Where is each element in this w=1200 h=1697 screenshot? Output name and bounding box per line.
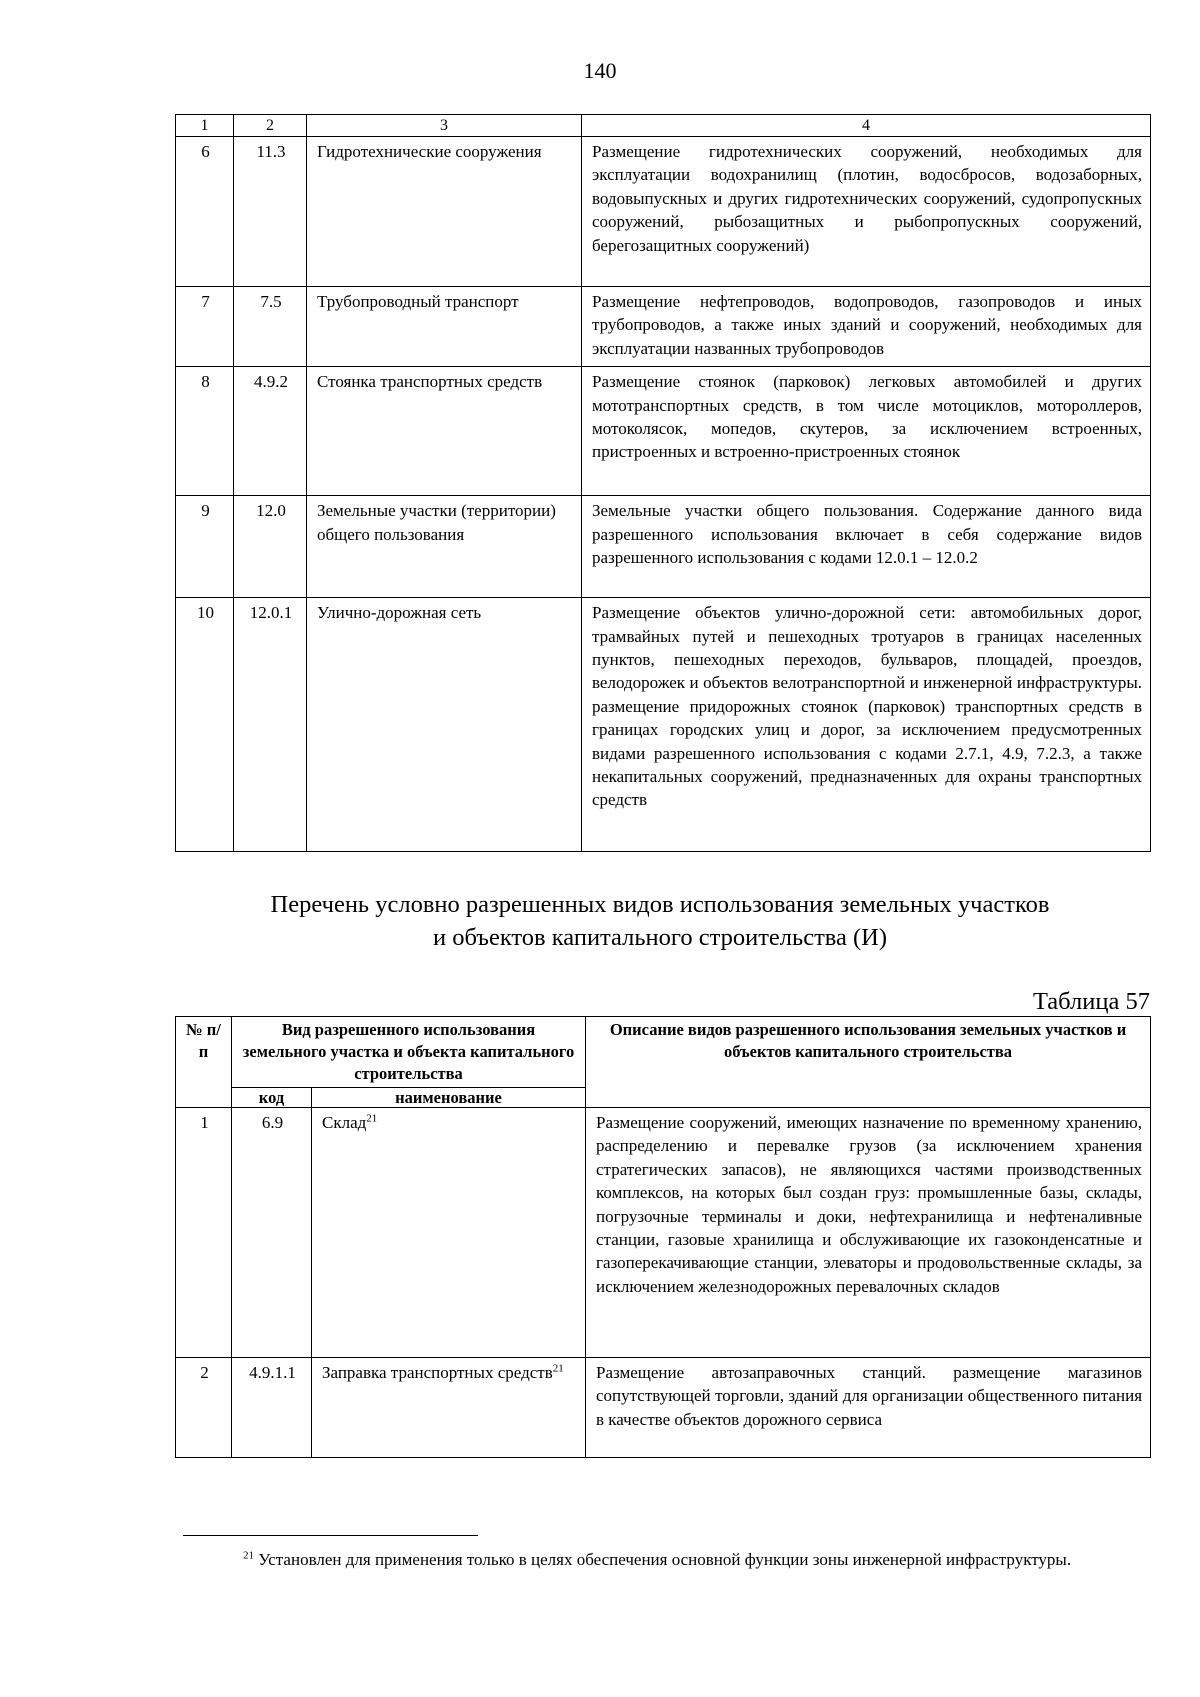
row-number: 1 <box>176 1108 232 1358</box>
use-description: Размещение сооружений, имеющих назначение по временному хранению, распределению и перевалке грузов (за исключением хранения стратегических запасов), не являющихся частями производственных комплексов, на которых был создан груз: промышленные базы, склады, погрузочные терминалы и доки, нефтехранилища и нефтеналивные станции, газовые хранилища и обслуживающие их газоконденсатные и газоперекачивающие станции, элеваторы и продовольственные склады, за исключением железнодорожных перевалочных складов <box>586 1108 1151 1358</box>
header-code: код <box>232 1088 312 1108</box>
use-name: Земельные участки (территории) общего пользования <box>307 496 582 598</box>
row-number: 2 <box>176 1358 232 1458</box>
section-title <box>160 888 1160 954</box>
use-code: 12.0 <box>234 496 307 598</box>
footnote-divider <box>183 1535 478 1536</box>
use-description: Размещение гидротехнических сооружений, необходимых для эксплуатации водохранилищ (плотин, водосбросов, водозаборных, водовыпускных и других гидротехнических сооружений, судопропускных сооружений, рыбозащитных и рыбопропускных сооружений, берегозащитных сооружений) <box>582 137 1151 287</box>
column-number-row <box>176 115 1151 137</box>
header-number: № п/п <box>176 1017 232 1108</box>
table-label: Таблица 57 <box>1032 988 1150 1015</box>
use-name: Заправка транспортных средств <box>322 1363 553 1382</box>
use-code: 4.9.1.1 <box>232 1358 312 1458</box>
use-code: 7.5 <box>234 287 307 367</box>
table-row <box>176 496 1151 598</box>
footnote-text: Установлен для применения только в целях обеспечения основной функции зоны инженерной инфраструктуры. <box>254 1550 1072 1569</box>
use-name: Улично-дорожная сеть <box>307 598 582 852</box>
footnote-ref[interactable]: 21 <box>552 1362 564 1375</box>
footnote <box>175 1548 1150 1572</box>
header-description: Описание видов разрешенного использования земельных участков и объектов капитального строительства <box>586 1017 1151 1108</box>
row-number: 7 <box>176 287 234 367</box>
column-number: 3 <box>307 115 582 137</box>
conditional-use-table <box>175 1016 1151 1458</box>
use-name: Склад <box>322 1113 367 1132</box>
column-number: 4 <box>582 115 1151 137</box>
land-use-table-continued <box>175 114 1151 852</box>
use-description: Размещение автозаправочных станций. размещение магазинов сопутствующей торговли, зданий для организации общественного питания в качестве объектов дорожного сервиса <box>586 1358 1151 1458</box>
header-use-kind: Вид разрешенного использования земельного участка и объекта капитального строительства <box>232 1017 586 1088</box>
page-number: 140 <box>583 58 617 83</box>
row-number: 8 <box>176 367 234 496</box>
table-row <box>176 367 1151 496</box>
table-row <box>176 287 1151 367</box>
table-row <box>176 1358 1151 1458</box>
section-title-line: и объектов капитального строительства (И) <box>432 924 888 951</box>
use-description: Земельные участки общего пользования. Содержание данного вида разрешенного использования включает в себя содержание видов разрешенного использования с кодами 12.0.1 – 12.0.2 <box>582 496 1151 598</box>
header-name: наименование <box>312 1088 586 1108</box>
row-number: 9 <box>176 496 234 598</box>
column-number: 2 <box>234 115 307 137</box>
table-row <box>176 598 1151 852</box>
table-header-row <box>176 1017 1151 1088</box>
use-name: Гидротехнические сооружения <box>307 137 582 287</box>
use-name-cell <box>312 1108 586 1358</box>
use-name: Стоянка транспортных средств <box>307 367 582 496</box>
footnote-ref[interactable]: 21 <box>366 1112 378 1125</box>
table-row <box>176 1108 1151 1358</box>
use-code: 11.3 <box>234 137 307 287</box>
section-title-line: Перечень условно разрешенных видов использования земельных участков <box>270 891 1050 918</box>
row-number: 6 <box>176 137 234 287</box>
use-code: 4.9.2 <box>234 367 307 496</box>
use-description: Размещение объектов улично-дорожной сети: автомобильных дорог, трамвайных путей и пешеходных тротуаров в границах населенных пунктов, пешеходных переходов, бульваров, площадей, проездов, велодорожек и объектов велотранспортной и инженерной инфраструктуры. размещение придорожных стоянок (парковок) транспортных средств в границах городских улиц и дорог, за исключением предусмотренных видами разрешенного использования с кодами 2.7.1, 4.9, 7.2.3, а также некапитальных сооружений, предназначенных для охраны транспортных средств <box>582 598 1151 852</box>
use-description: Размещение стоянок (парковок) легковых автомобилей и других мототранспортных средств, в том числе мотоциклов, мотороллеров, мотоколясок, мопедов, скутеров, за исключением встроенных, пристроенных и встроенно-пристроенных стоянок <box>582 367 1151 496</box>
row-number: 10 <box>176 598 234 852</box>
use-name: Трубопроводный транспорт <box>307 287 582 367</box>
use-description: Размещение нефтепроводов, водопроводов, газопроводов и иных трубопроводов, а также иных зданий и сооружений, необходимых для эксплуатации названных трубопроводов <box>582 287 1151 367</box>
use-code: 6.9 <box>232 1108 312 1358</box>
use-name-cell <box>312 1358 586 1458</box>
use-code: 12.0.1 <box>234 598 307 852</box>
table-row <box>176 137 1151 287</box>
footnote-mark: 21 <box>243 1549 254 1562</box>
column-number: 1 <box>176 115 234 137</box>
